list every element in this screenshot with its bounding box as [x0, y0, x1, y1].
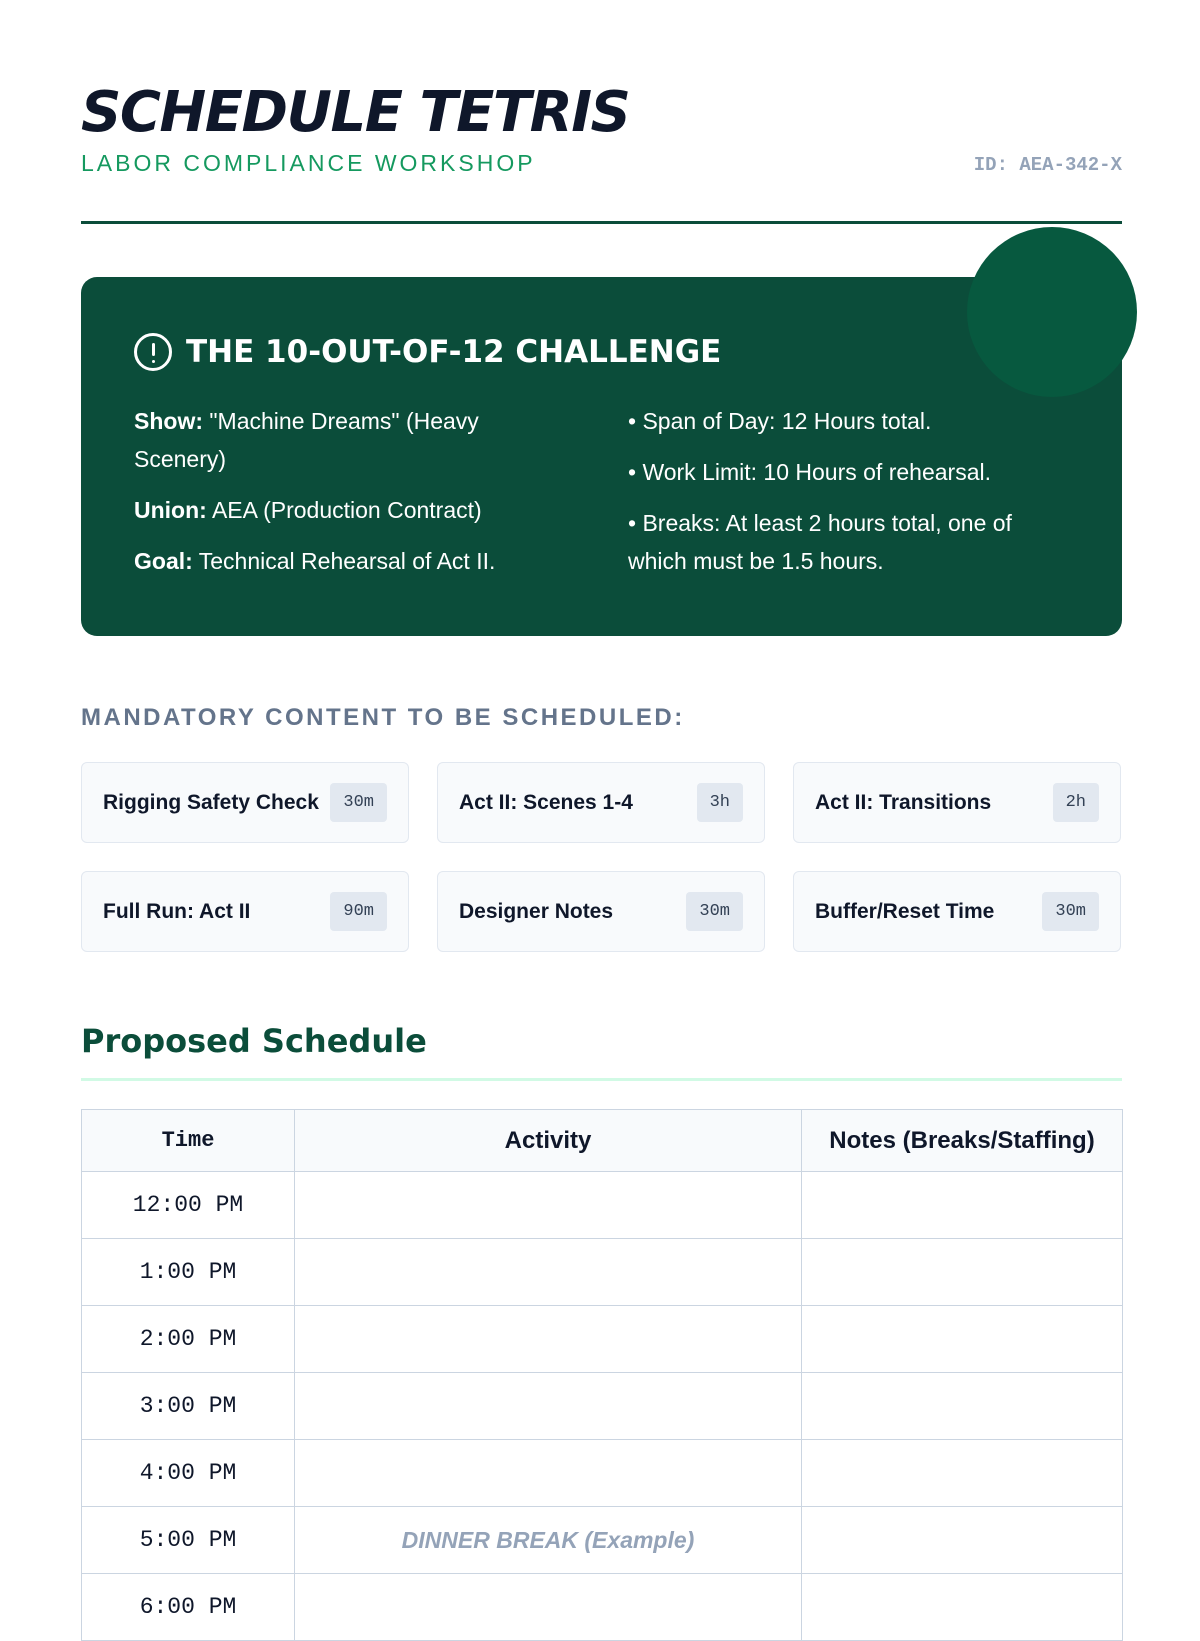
duration-badge: 2h	[1053, 783, 1099, 822]
time-cell: 6:00 PM	[82, 1574, 295, 1641]
notes-cell[interactable]	[802, 1373, 1123, 1440]
time-cell: 2:00 PM	[82, 1306, 295, 1373]
time-cell: 1:00 PM	[82, 1239, 295, 1306]
page-header	[81, 0, 1122, 224]
content-card	[81, 871, 409, 952]
duration-badge: 3h	[697, 783, 743, 822]
activity-cell[interactable]	[295, 1306, 802, 1373]
notes-cell[interactable]	[802, 1172, 1123, 1239]
detail-goal	[134, 542, 554, 580]
table-row	[82, 1574, 1123, 1641]
content-card	[793, 871, 1121, 952]
duration-badge: 30m	[1042, 892, 1099, 931]
notes-cell[interactable]	[802, 1306, 1123, 1373]
activity-cell[interactable]	[295, 1574, 802, 1641]
column-header-notes: Notes (Breaks/Staffing)	[802, 1110, 1123, 1172]
challenge-heading	[134, 333, 721, 371]
detail-value: Technical Rehearsal of Act II.	[198, 548, 496, 574]
time-cell: 5:00 PM	[82, 1507, 295, 1574]
detail-union	[134, 491, 554, 529]
notes-cell[interactable]	[802, 1574, 1123, 1641]
table-row	[82, 1239, 1123, 1306]
rule-work-limit: • Work Limit: 10 Hours of rehearsal.	[628, 459, 991, 485]
content-card	[437, 762, 765, 843]
table-row	[82, 1172, 1123, 1239]
detail-key: Union:	[134, 497, 207, 523]
schedule-divider	[81, 1078, 1122, 1081]
content-card	[793, 762, 1121, 843]
time-cell: 12:00 PM	[82, 1172, 295, 1239]
table-row	[82, 1440, 1123, 1507]
table-row	[82, 1373, 1123, 1440]
notes-cell[interactable]	[802, 1507, 1123, 1574]
detail-key: Show:	[134, 408, 203, 434]
detail-value: AEA (Production Contract)	[211, 497, 482, 523]
detail-value: "Machine Dreams" (Heavy Scenery)	[134, 408, 479, 472]
challenge-rules	[628, 402, 1068, 593]
schedule-title: Proposed Schedule	[81, 1022, 427, 1060]
time-cell: 4:00 PM	[82, 1440, 295, 1507]
table-row	[82, 1306, 1123, 1373]
rule-span: • Span of Day: 12 Hours total.	[628, 408, 932, 434]
content-card-label: Act II: Transitions	[815, 790, 992, 814]
content-card-label: Buffer/Reset Time	[815, 899, 995, 923]
challenge-title: THE 10-OUT-OF-12 CHALLENGE	[186, 334, 722, 370]
mandatory-content-grid	[81, 762, 1122, 952]
activity-cell[interactable]	[295, 1373, 802, 1440]
activity-cell[interactable]	[295, 1440, 802, 1507]
challenge-details	[134, 402, 554, 593]
rule-breaks: • Breaks: At least 2 hours total, one of which must be 1.5 hours.	[628, 510, 1012, 574]
column-header-time: Time	[82, 1110, 295, 1172]
content-card	[81, 762, 409, 843]
challenge-panel	[81, 277, 1122, 636]
column-header-activity: Activity	[295, 1110, 802, 1172]
page-title: SCHEDULE TETRIS	[81, 80, 630, 145]
activity-cell[interactable]: DINNER BREAK (Example)	[295, 1507, 802, 1574]
detail-key: Goal:	[134, 548, 193, 574]
time-cell: 3:00 PM	[82, 1373, 295, 1440]
mandatory-content-label: MANDATORY CONTENT TO BE SCHEDULED:	[81, 704, 685, 731]
duration-badge: 30m	[330, 783, 387, 822]
content-card	[437, 871, 765, 952]
detail-show	[134, 402, 554, 478]
alert-circle-icon	[134, 333, 172, 371]
activity-cell[interactable]	[295, 1172, 802, 1239]
content-card-label: Act II: Scenes 1-4	[459, 790, 633, 814]
activity-cell[interactable]	[295, 1239, 802, 1306]
content-card-label: Designer Notes	[459, 899, 614, 923]
document-id: ID: AEA-342-X	[973, 154, 1122, 176]
table-row	[82, 1507, 1123, 1574]
notes-cell[interactable]	[802, 1440, 1123, 1507]
content-card-label: Full Run: Act II	[103, 899, 251, 923]
duration-badge: 90m	[330, 892, 387, 931]
notes-cell[interactable]	[802, 1239, 1123, 1306]
worksheet-page	[81, 0, 1122, 1620]
page-subtitle: LABOR COMPLIANCE WORKSHOP	[81, 150, 536, 176]
table-header-row	[82, 1110, 1123, 1172]
schedule-table	[81, 1109, 1123, 1641]
duration-badge: 30m	[686, 892, 743, 931]
decorative-circle	[967, 227, 1137, 397]
content-card-label: Rigging Safety Check	[103, 790, 319, 814]
